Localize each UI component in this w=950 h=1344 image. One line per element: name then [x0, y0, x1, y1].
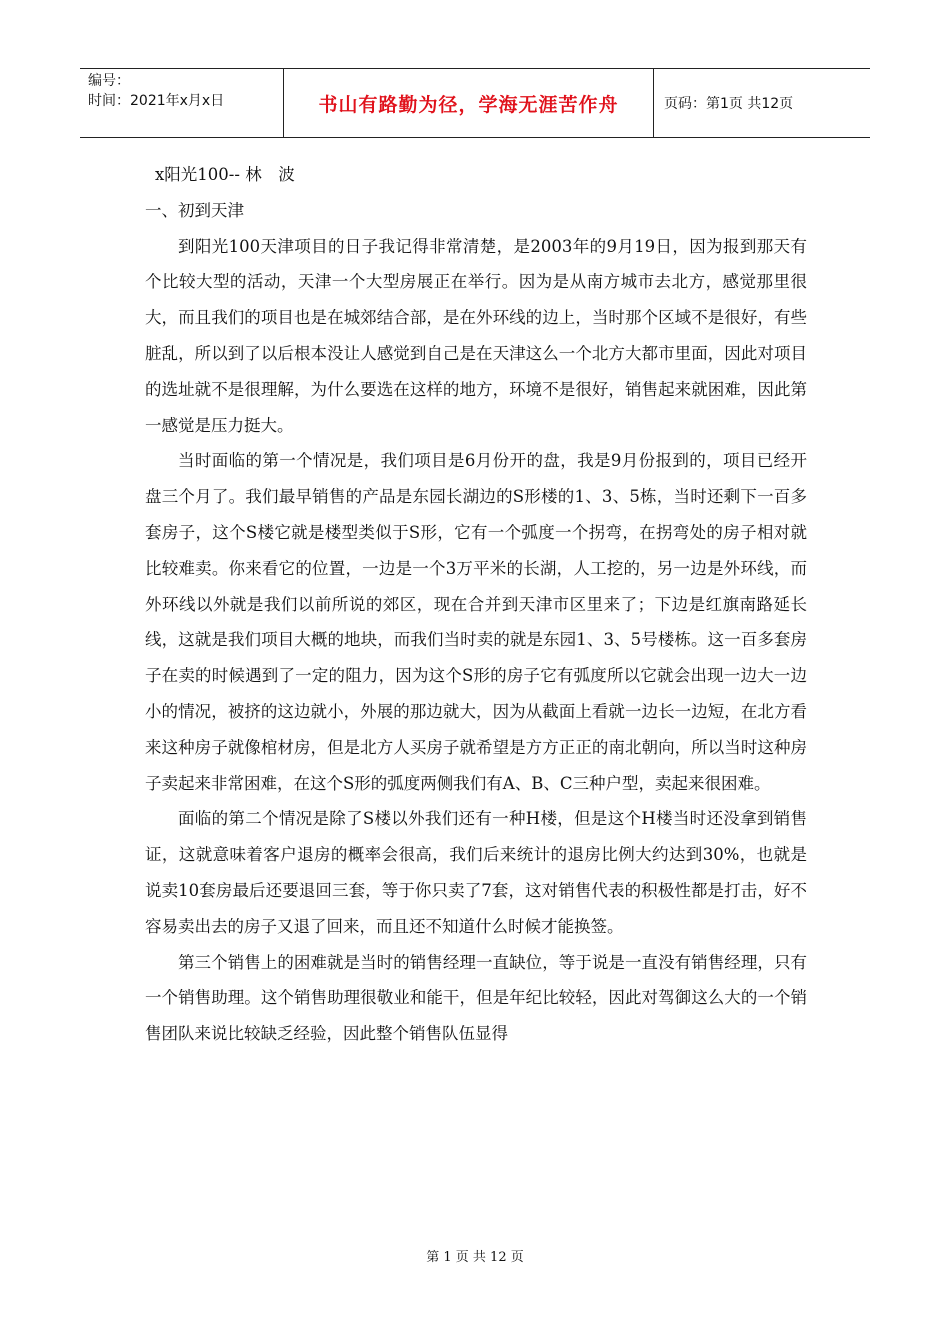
document-header [80, 68, 870, 138]
paragraph-3: 面临的第二个情况是除了S楼以外我们还有一种H楼，但是这个H楼当时还没拿到销售证，这就意味着客户退房的概率会很高，我们后来统计的退房比例大约达到30%，也就是说卖10套房最后还要退回三套，等于你只卖了7套，这对销售代表的积极性都是打击，好不容易卖出去的房子又退了回来，而且还不知道什么时候才能换签。 [145, 809, 807, 936]
article-body [145, 157, 807, 1052]
paragraph-1: 到阳光100天津项目的日子我记得非常清楚，是2003年的9月19日，因为报到那天有个比较大型的活动，天津一个大型房展正在举行。因为是从南方城市去北方，感觉那里很大，而且我们的项目也是在城郊结合部，是在外环线的边上，当时那个区域不是很好，有些脏乱，所以到了以后根本没让人感觉到自己是在天津这么一个北方大都市里面，因此对项目的选址就不是很理解，为什么要选在这样的地方，环境不是很好，销售起来就困难，因此第一感觉是压力挺大。 [145, 236, 807, 435]
header-motto: 书山有路勤为径，学海无涯苦作舟 [284, 69, 654, 137]
document-number-label: 编号： [88, 73, 130, 89]
page-footer: 第 1 页 共 12 页 [426, 1250, 524, 1265]
paragraph-2: 当时面临的第一个情况是，我们项目是6月份开的盘，我是9月份报到的，项目已经开盘三个月了。我们最早销售的产品是东园长湖边的S形楼的1、3、5栋，当时还剩下一百多套房子，这个S楼它就是楼型类似于S形，它有一个弧度一个拐弯，在拐弯处的房子相对就比较难卖。你来看它的位置，一边是一个3万平米的长湖，人工挖的，另一边是外环线，而外环线以外就是我们以前所说的郊区，现在合并到天津市区里来了；下边是红旗南路延长线，这就是我们项目大概的地块，而我们当时卖的就是东园1、3、5号楼栋。这一百多套房子在卖的时候遇到了一定的阻力，因为这个S形的房子它有弧度所以它就会出现一边大一边小的情况，被挤的这边就小，外展的那边就大，因为从截面上看就一边长一边短，在北方看来这种房子就像棺材房，但是北方人买房子就希望是方方正正的南北朝向，所以当时这种房子卖起来非常困难，在这个S形的弧度两侧我们有A、B、C三种户型，卖起来很困难。 [145, 451, 807, 793]
author-line: x阳光100-- 林 波 [155, 165, 295, 184]
document-date: 时间：2021年x月x日 [88, 93, 225, 109]
header-left-cell [80, 69, 284, 137]
section-title: 一、初到天津 [145, 200, 244, 220]
paragraph-4: 第三个销售上的困难就是当时的销售经理一直缺位，等于说是一直没有销售经理，只有一个销售助理。这个销售助理很敬业和能干，但是年纪比较轻，因此对驾御这么大的一个销售团队来说比较缺乏经验，因此整个销售队伍显得 [145, 952, 807, 1044]
header-page-info: 页码：第1页 共12页 [664, 96, 794, 112]
